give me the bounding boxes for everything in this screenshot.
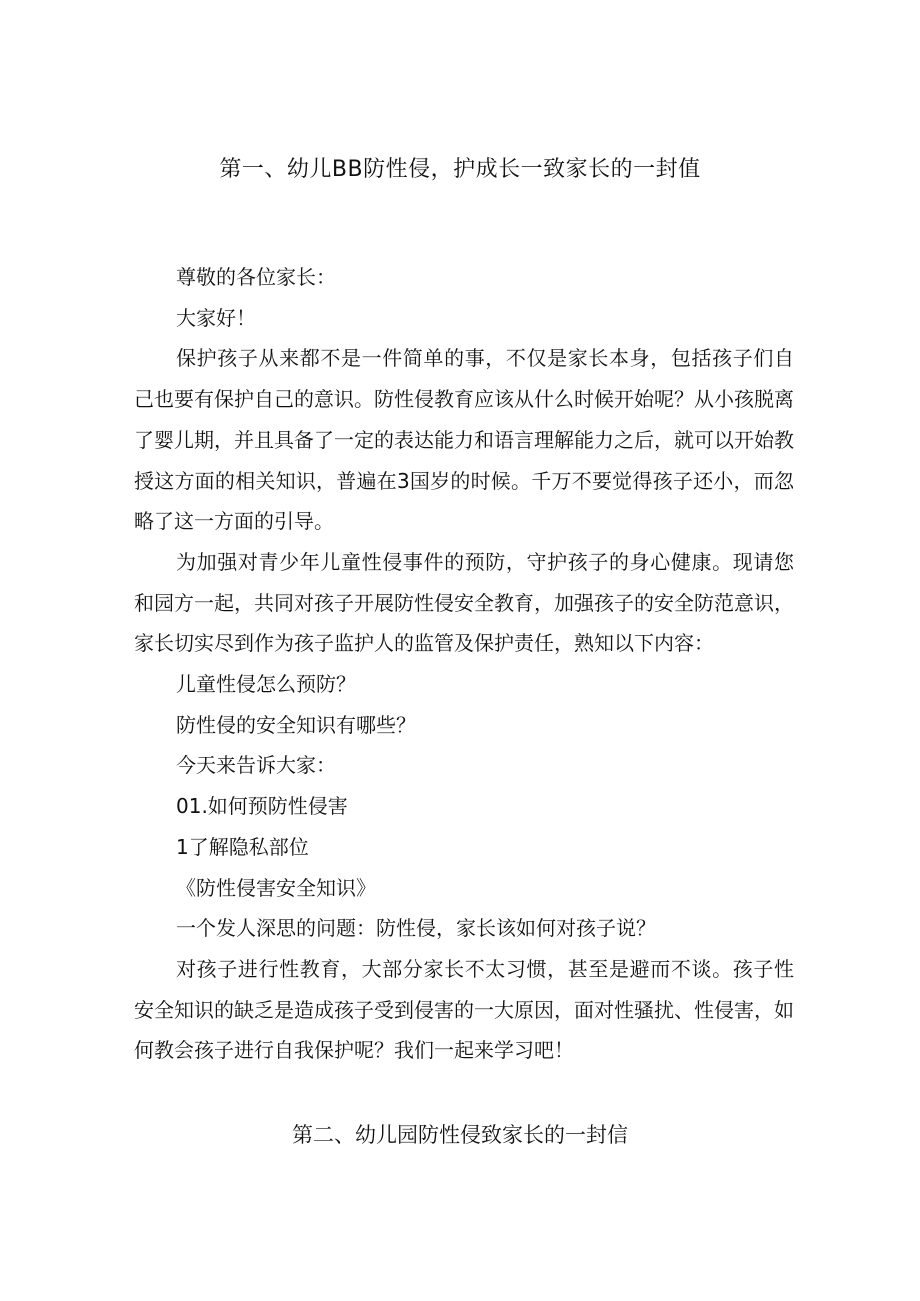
- question-talk: 一个发人深思的问题：防性侵，家长该如何对孩子说？: [176, 916, 656, 941]
- lead-in: 今天来告诉大家：: [176, 753, 336, 778]
- section2-title: 第二、幼儿园防性侵致家长的一封信: [292, 1123, 628, 1147]
- question-knowledge: 防性侵的安全知识有哪些？: [176, 712, 416, 737]
- document-title: 第一、幼儿BB防性侵，护成长一致家长的一封值: [219, 157, 701, 182]
- document-body: [134, 257, 794, 1071]
- salutation: 尊敬的各位家长：: [176, 265, 336, 289]
- paragraph-request: 为加强对青少年儿童性侵事件的预防，守护孩子的身心健康。现请您和园方一起，共同对孩子开展防性侵安全教育，加强孩子的安全防范意识，家长切实尽到作为孩子监护人的监管及保护责任，熟知以下内容：: [134, 549, 794, 656]
- book-title: 《防性侵害安全知识》: [176, 875, 376, 900]
- paragraph-education: 对孩子进行性教育，大部分家长不太习惯，甚至是避而不谈。孩子性安全知识的缺乏是造成孩子受到侵害的一大原因，面对性骚扰、性侵害，如何教会孩子进行自我保护呢？我们一起来学习吧！: [134, 956, 794, 1063]
- heading-01: 01.如何预防性侵害: [176, 794, 348, 819]
- greeting: 大家好！: [176, 305, 256, 330]
- paragraph-intro: 保护孩子从来都不是一件简单的事，不仅是家长本身，包括孩子们自己也要有保护自己的意识。防性侵教育应该从什么时候开始呢？从小孩脱离了婴儿期，并且具备了一定的表达能力和语言理解能力之后，就可以开始教授这方面的相关知识，普遍在3国岁的时候。千万不要觉得孩子还小，而忽略了这一方面的引导。: [134, 346, 794, 534]
- question-prevention: 儿童性侵怎么预防？: [176, 672, 356, 697]
- subheading-1: 1了解隐私部位: [176, 834, 309, 859]
